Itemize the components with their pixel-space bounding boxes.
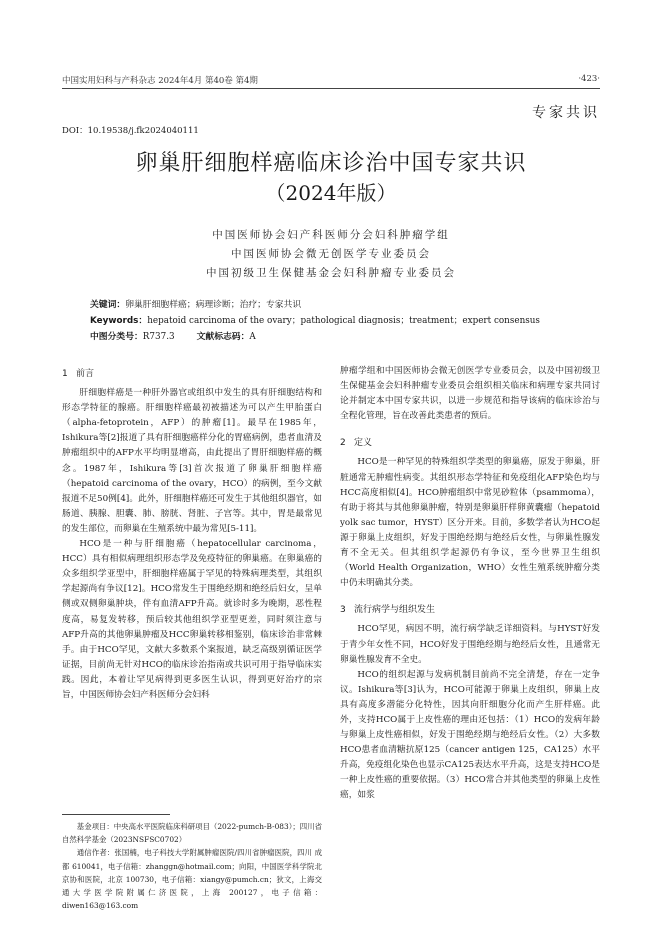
article-title: 卵巢肝细胞样癌临床诊治中国专家共识: [135, 151, 527, 176]
header-rule: [62, 88, 600, 89]
paragraph: HCO罕见，病因不明，流行病学缺乏详细资料。与HYST好发于青少年女性不同，HCO好发于围绝经期与绝经后女性，且通常无卵巢性腺发育不全史。: [340, 624, 600, 665]
footnote-rule: [62, 814, 170, 815]
author-group: 中国初级卫生保健基金会妇科肿瘤专业委员会: [206, 267, 456, 279]
classification: 中图分类号：R737.3 文献标志码：A: [90, 332, 256, 342]
paragraph: HCO的组织起源与发病机制目前尚不完全清楚，存在一定争议。Ishikura等[3]认为，HCO可能源于卵巢上皮组织，卵巢上皮具有高度多潜能分化特性，因其向肝细胞分化而产生肝样癌。此外，支持HCO属于上皮性癌的理由还包括：（1）HCO的发病年龄与卵巢上皮性癌相似，好发于围绝经期与绝经后女性。（2）大多数HCO患者血清糖抗原125（cancer antigen 125，CA125）水平升高，免疫组化染色也显示CA125表达水平升高，这是支持HCO是一种上皮性癌的重要依据。（3）HCO常合并其他类型的卵巢上皮性癌，如浆: [340, 669, 600, 801]
doi: DOI：10.19538/j.fk2024040111: [62, 126, 199, 136]
right-column: [340, 364, 600, 804]
paragraph: HCO是一种罕见的特殊组织学类型的卵巢癌，原发于卵巢，肝脏通常无肿瘤性病变。其组织形态学特征和免疫组化AFP染色均与HCC高度相似[4]。HCO肿瘤组织中常见砂粒体（psammoma），有助于将其与其他卵巢肿瘤，特别是卵巢肝样卵黄囊瘤（hepatoid yolk sac tumor，HYST）区分开来。目前，多数学者认为HCO起源于卵巢上皮组织，好发于围绝经期与绝经后女性，与卵巢性腺发育不全无关。但其组织学起源仍有争议，至今世界卫生组织（World Health Organization，WHO）女性生殖系统肿瘤分类中仍未明确其分类。: [340, 457, 600, 589]
section-heading: 3 流行病学与组织发生: [340, 605, 436, 616]
paragraph: 肿瘤学组和中国医师协会微无创医学专业委员会，以及中国初级卫生保健基金会妇科肿瘤专业委员会组织相关临床和病理专家共同讨论并制定本中国专家共识，以进一步规范和指导该病的临床诊治与全程化管理，旨在改善此类患者的预后。: [340, 366, 600, 422]
paragraph: HCO是一种与肝细胞癌（hepatocellular carcinoma，HCC）具有相似病理组织形态学及免疫特征的卵巢癌。在卵巢癌的众多组织学亚型中，肝细胞样癌属于罕见的特殊病理类型，其组织学起源尚有争议[12]。HCO常发生于围绝经期和绝经后妇女，呈单侧或双侧卵巢肿块，伴有血清AFP升高。就诊时多为晚期，恶性程度高，易复发转移，预后较其他组织学亚型更差，同时须注意与AFP升高的其他卵巢肿瘤及HCC卵巢转移相鉴别，临床诊治非常棘手。由于HCO罕见，文献大多数系个案报道，缺乏高级别循证医学证据，目前尚无针对HCO的临床诊治指南或共识可用于指导临床实践。因此，本着让罕见病得到更多医生认识，得到更好治疗的宗旨，中国医师协会妇产科医师分会妇科: [62, 539, 322, 700]
author-groups: [0, 226, 662, 283]
left-column: [62, 364, 322, 703]
paragraph: 肝细胞样癌是一种肝外器官或组织中发生的具有肝细胞结构和形态学特征的腺癌。肝细胞样癌最初被描述为可以产生甲胎蛋白（alpha-fetoprotein，AFP）的肿瘤[1]。最早在1985年，Ishikura等[2]报道了具有肝细胞癌样分化的胃癌病例，患者血清及肿瘤组织中的AFP水平均明显增高，由此提出了胃肝细胞样癌的概念。1987年，Ishikura等[3]首次报道了卵巢肝细胞样癌（hepatoid carcinoma of the ovary，HCO）的病例，至今文献报道不足50例[4]。此外，肝细胞样癌还可发生于其他组织器官，如肠道、胰腺、胆囊、肺、膀胱、肾脏、子宫等。其中，胃是最常见的发生部位，而卵巢在生殖系统中最为常见[5-11]。: [62, 388, 322, 534]
article-subtitle: （2024年版）: [265, 181, 397, 205]
author-group: 中国医师协会妇产科医师分会妇科肿瘤学组: [212, 229, 450, 241]
footnote: [62, 820, 322, 912]
journal-header: 中国实用妇科与产科杂志 2024年4月 第40卷 第4期: [62, 76, 258, 86]
page-number: ·423·: [578, 74, 600, 84]
section-heading: 1 前言: [62, 369, 95, 379]
correspondence-note: 通信作者：张国楠，电子科技大学附属肿瘤医院/四川省肿瘤医院，四川 成都 610041，电子信箱：zhanggn@hotmail.com；向阳，中国医学科学院北京协和医院，北京 100730，电子信箱：xiangy@pumch.cn；狄文，上海交通大学医学院附属仁济医院，上海 200127，电子信箱：diwen163@163.com: [62, 848, 322, 911]
section-label: 专家共识: [532, 105, 600, 121]
keywords-cn: 关键词：卵巢肝细胞样癌；病理诊断；治疗；专家共识: [90, 300, 302, 310]
keywords-en: Keywords：hepatoid carcinoma of the ovary；pathological diagnosis；treatment；expert consensus: [90, 316, 540, 326]
article-metadata: [90, 297, 600, 345]
author-group: 中国医师协会微无创医学专业委员会: [231, 248, 431, 260]
funding-note: 基金项目：中央高水平医院临床科研项目（2022-pumch-B-083）；四川省自然科学基金（2023NSFSC0702）: [62, 822, 322, 845]
section-heading: 2 定义: [340, 438, 373, 449]
